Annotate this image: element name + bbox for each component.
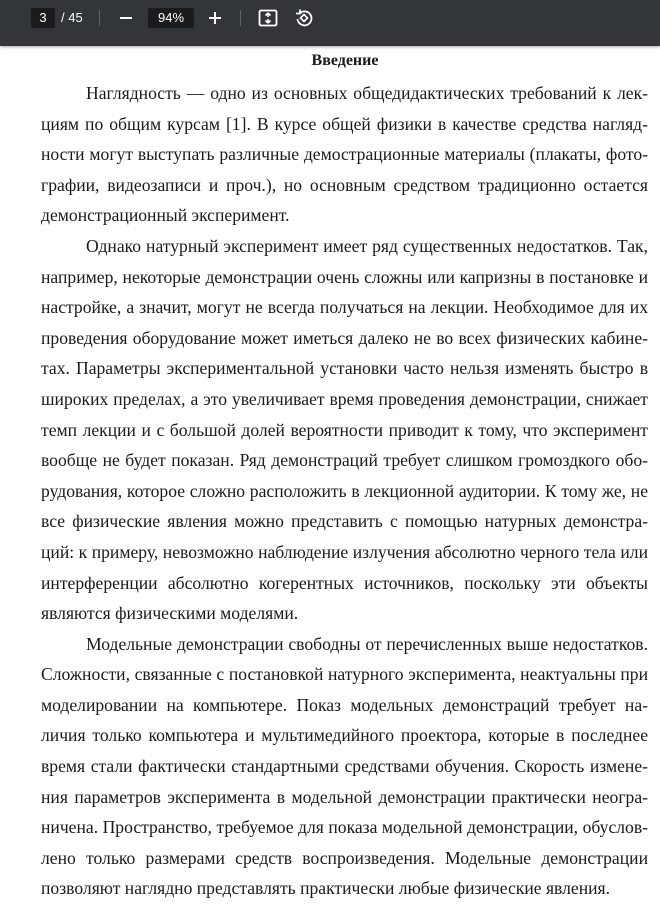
minus-icon (119, 11, 133, 25)
toolbar-divider (99, 10, 100, 26)
zoom-in-button[interactable] (201, 4, 229, 32)
page-total: / 45 (61, 10, 83, 25)
pdf-page (0, 46, 660, 897)
page-number-input[interactable]: 3 (31, 8, 55, 28)
rotate-button[interactable] (290, 4, 318, 32)
paragraph: Однако натурный эксперимент имеет ряд существенных недостатков. Так, например, некоторые демонстрации очень сложны или капризны в постановке и настройке, а значит, могут не всегда получаться на лекции. Необходимое для их проведения оборудование может иметься далеко не во всех физических кабинетах. Параметры экспериментальной установки часто нельзя изменять быстро в широких пределах, а это увеличивает время проведения демонстрации, снижает темп лекции и с большой долей вероятности приводит к тому, что эксперимент вообще не будет показан. Ряд демонстраций требует слишком громоздкого оборудования, которое сложно расположить в лекционной аудитории. К тому же, не все физические явления можно представить с помощью натурных демонстраций: к примеру, невозможно наблюдение излучения абсолютно черного тела или интерференции абсолютно когерентных источников, поскольку эти объекты являются физическими моделями. (41, 235, 648, 624)
zoom-out-button[interactable] (112, 4, 140, 32)
page-body (41, 78, 648, 904)
paragraph: Наглядность — одно из основных общедидактических требований к лекциям по общим курсам [1]. В курсе общей физики в качестве средства наглядности могут выступать различные демострационные материалы (плакаты, фотографии, видеозаписи и проч.), но основным средством традиционно остается демонстрационный эксперимент. (41, 83, 648, 226)
section-heading: Введение (311, 52, 379, 69)
paragraph: Модельные демонстрации свободны от перечисленных выше недостатков. Сложности, связанные с постановкой натурного эксперимента, неактуальны при моделировании на компьютере. Показ модельных демонстраций требует наличия только компьютера и мультимедийного проектора, которые в последнее время стали фактически стандартными средствами обучения. Скорость изменения параметров эксперимента в модельной демонстрации практически неограничена. Пространство, требуемое для показа модельной демонстрации, обусловлено только размерами средств воспроизведения. Модельные демонстрации позволяют наглядно представлять практически любые физические явления. (41, 633, 648, 899)
fit-to-page-icon (258, 9, 278, 27)
toolbar-divider (240, 10, 241, 26)
fit-to-page-button[interactable] (254, 4, 282, 32)
rotate-icon (294, 8, 314, 28)
zoom-input[interactable]: 94% (148, 8, 194, 28)
plus-icon (208, 11, 222, 25)
pdf-toolbar (0, 0, 660, 46)
